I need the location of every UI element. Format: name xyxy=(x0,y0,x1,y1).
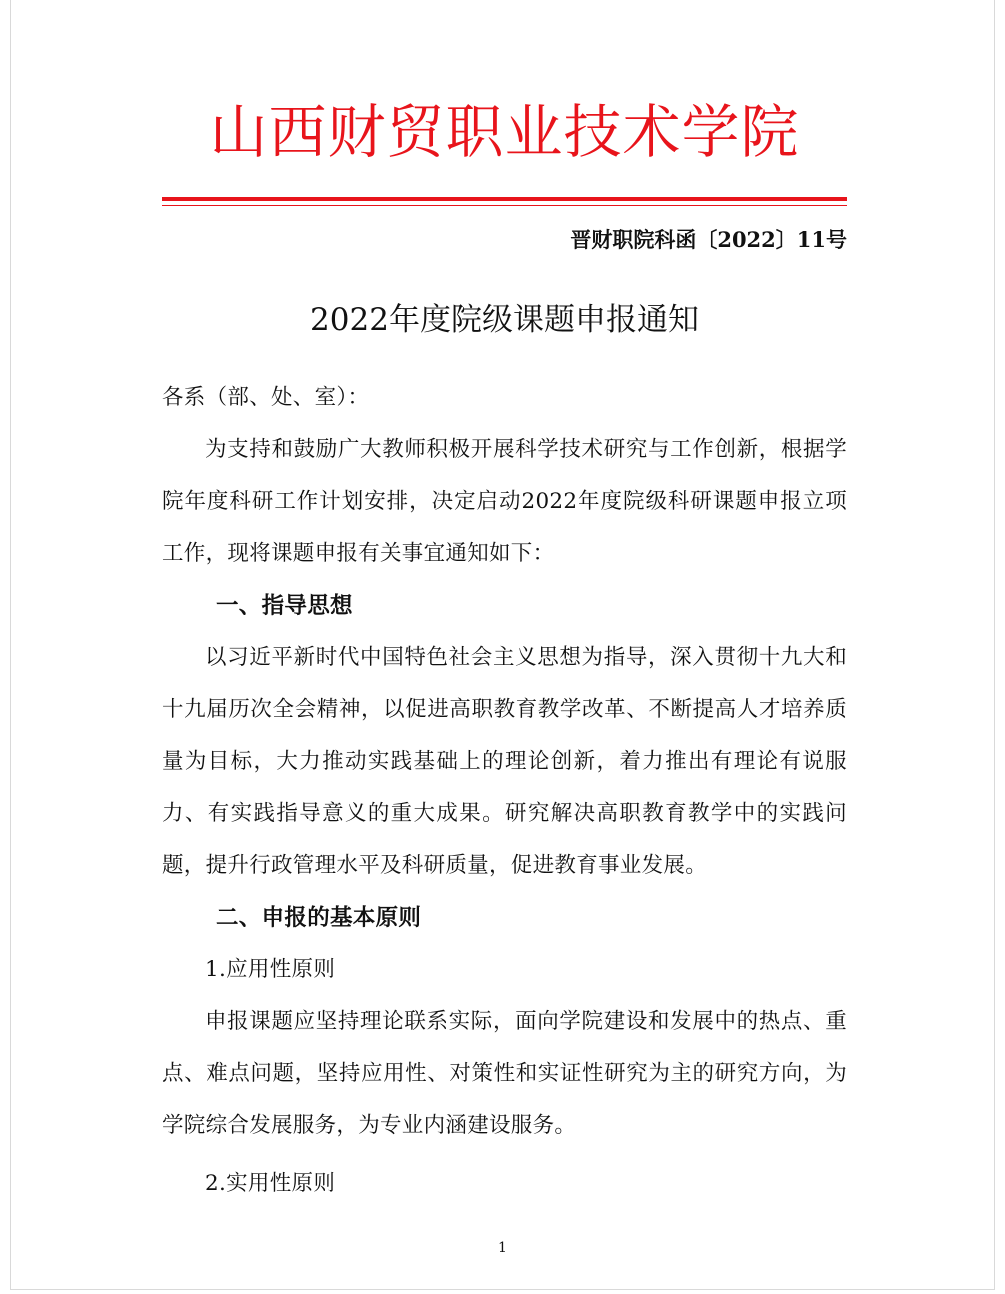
document-title: 2022年度院级课题申报通知 xyxy=(310,302,699,338)
intro-paragraph: 为支持和鼓励广大教师积极开展科学技术研究与工作创新，根据学院年度科研工作计划安排，决定启动2022年度院级科研课题申报立项工作，现将课题申报有关事宜通知如下： xyxy=(162,437,847,566)
institution-masthead: 山西财贸职业技术学院 xyxy=(209,98,800,166)
page-number: 1 xyxy=(498,1240,507,1256)
masthead-thin-rule xyxy=(162,205,847,206)
masthead-thick-rule xyxy=(162,197,847,201)
document-number: 晋财职院科函〔2022〕11号 xyxy=(570,227,847,252)
section-1-paragraph: 以习近平新时代中国特色社会主义思想为指导，深入贯彻十九大和十九届历次全会精神，以促进高职教育教学改革、不断提高人才培养质量为目标，大力推动实践基础上的理论创新，着力推出有理论有说服力、有实践指导意义的重大成果。研究解决高职教育教学中的实践问题，提升行政管理水平及科研质量，促进教育事业发展。 xyxy=(162,645,847,878)
principle-2-title: 2.实用性原则 xyxy=(205,1171,336,1196)
principle-1-title: 1.应用性原则 xyxy=(205,957,336,982)
section-heading-1: 一、指导思想 xyxy=(216,593,353,619)
document-body xyxy=(162,372,847,1210)
section-heading-2: 二、申报的基本原则 xyxy=(216,905,422,931)
salutation: 各系（部、处、室）： xyxy=(162,385,370,410)
principle-1-paragraph: 申报课题应坚持理论联系实际，面向学院建设和发展中的热点、重点、难点问题，坚持应用性、对策性和实证性研究为主的研究方向，为学院综合发展服务，为专业内涵建设服务。 xyxy=(162,1009,847,1138)
